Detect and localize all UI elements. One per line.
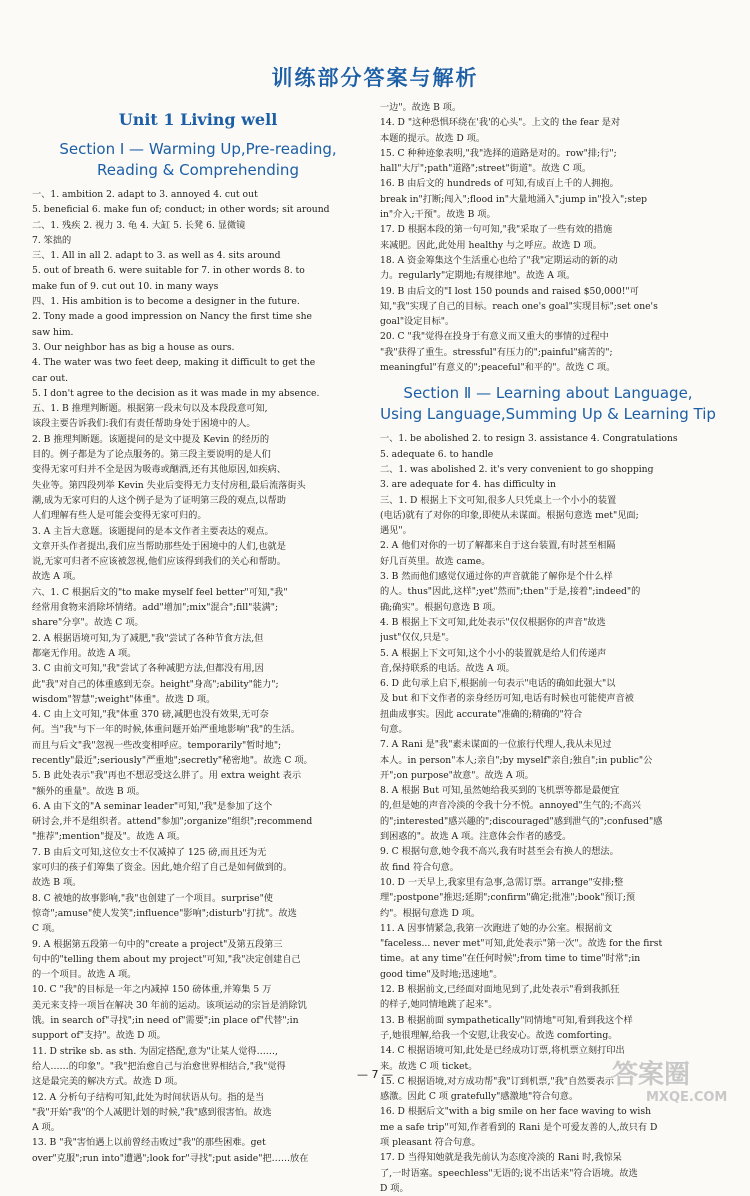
answer-line: 5. out of breath 6. were suitable for 7. in other words 8. to: [32, 265, 305, 277]
answer-line: over"克服";run into"遭遇";look for"寻找";put aside"把……放在: [32, 1152, 309, 1164]
answer-line: 开";on purpose"故意"。故选 A 项。: [380, 769, 534, 781]
answer-line: 该段主要告诉我们:我们有责任帮助身处于困境中的人。: [32, 418, 256, 430]
answer-line: 18. A 资金筹集这个生活重心也给了"我"定期运动的新的动: [380, 254, 618, 266]
answer-line: recently"最近";seriously"严重地";secretly"秘密地"。故选 C 项。: [32, 754, 313, 766]
answer-line: 句中的"telling them about my project"可知,"我"决定创建自己: [32, 953, 301, 965]
answer-line: "我"获得了重生。stressful"有压力的";painful"痛苦的";: [380, 346, 613, 358]
answer-line: 5. I don't agree to the decision as it was made in my absence.: [32, 387, 320, 399]
answer-line: 16. B 由后文的 hundreds of 可知,有成百上千的人拥抱。: [380, 178, 619, 190]
answer-line: 一、1. ambition 2. adapt to 3. annoyed 4. cut out: [32, 189, 258, 200]
section-2-title-line: Using Language,Summing Up & Learning Tip: [380, 405, 716, 424]
answer-line: 了,一时语塞。speechless"无语的;说不出话来"符合语境。故选: [380, 1167, 638, 1179]
answer-line: 二、1. was abolished 2. it's very convenient to go shopping: [380, 463, 654, 475]
answer-line: 13. B 根据前面 sympathetically"同情地"可知,看到我这个样: [380, 1014, 633, 1026]
answer-line: 给人……的印象"。"我"把治愈自己与治愈世界相结合,"我"觉得: [32, 1060, 286, 1072]
answer-line: C 项。: [32, 923, 61, 935]
answer-line: 一、1. be abolished 2. to resign 3. assistance 4. Congratulations: [380, 433, 678, 445]
answer-line: 理";postpone"推迟;延期";confirm"确定;批准";book"预订;预: [380, 892, 636, 904]
answer-line: 来。故选 C 项 ticket。: [380, 1060, 478, 1072]
answer-line: 10. C "我"的目标是一年之内减掉 150 磅体重,并筹集 5 万: [32, 984, 272, 996]
answer-line: 惊奇";amuse"使人发笑";influence"影响";disturb"打扰"。故选: [32, 907, 297, 919]
answer-line: 三、1. D 根据上下文可知,很多人只凭桌上一个小小的装置: [380, 494, 617, 506]
answer-line: 12. A 分析句子结构可知,此处为时间状语从句。指的是当: [32, 1091, 265, 1103]
answer-line: 经常用食物来消除坏情绪。add"增加";mix"混合";fill"装满";: [32, 602, 279, 614]
answer-line: 20. C "我"觉得在投身于有意义而又重大的事情的过程中: [380, 331, 609, 343]
answer-line: "我"开始"我"的个人减肥计划的时候,"我"感到很害怕。故选: [32, 1106, 272, 1118]
answer-line: in"介入;干预"。故选 B 项。: [380, 209, 496, 221]
answer-line: 的样子,她同情地跳了起来"。: [380, 999, 498, 1011]
page-title: 训练部分答案与解析: [271, 66, 479, 90]
answer-line: 的人。thus"因此,这样";yet"然而";then"于是,接着";indeed"的: [380, 586, 641, 598]
answer-line: saw him.: [32, 326, 74, 338]
answer-line: 3. C 由前文可知,"我"尝试了各种减肥方法,但都没有用,因: [32, 663, 264, 675]
answer-line: 10. D 一天早上,我家里有急事,急需订票。arrange"安排;整: [380, 876, 624, 888]
answer-line: 力。regularly"定期地;有规律地"。故选 A 项。: [380, 270, 576, 282]
answer-line: 的一个项目。故选 A 项。: [32, 969, 137, 981]
answer-line: 句意。: [380, 723, 408, 735]
answer-line: 到困惑的"。故选 A 项。注意体会作者的感受。: [380, 831, 572, 843]
right-column: [380, 100, 716, 1196]
unit-title: Unit 1 Living well: [118, 110, 278, 129]
answer-line: 文章开头作者提出,我们应当帮助那些处于困境中的人们,也就是: [32, 540, 286, 552]
answer-line: 3. are adequate for 4. has difficulty in: [380, 479, 556, 491]
answer-line: 14. D "这种恐惧环绕在'我'的心头"。上文的 the fear 是对: [380, 117, 621, 129]
answer-line: 7. 笨拙的: [32, 234, 72, 246]
answer-line: 扭曲成事实。因此 accurate"准确的;精确的"符合: [380, 708, 583, 720]
answer-line: 12. B 根据前文,已经面对面地见到了,此处表示"看到我抓狂: [380, 984, 620, 996]
answer-line: 5. B 此处表示"我"再也不想忍受这么胖了。用 extra weight 表示: [32, 770, 302, 782]
page-number: — 7 —: [357, 1068, 393, 1081]
answer-line: 3. B 然而他们感觉仅通过你的声音就能了解你是个什么样: [380, 571, 613, 583]
watermark-domain: MXQE.COM: [646, 1090, 728, 1105]
answer-line: 5. A 根据上下文可知,这个小小的装置就是给人们传递声: [380, 647, 607, 659]
answer-line: 遇见"。: [380, 525, 412, 537]
answer-line: meaningful"有意义的";peaceful"和平的"。故选 C 项。: [380, 362, 616, 374]
answer-line: 何。当"我"与下一年的时候,体重问题开始严重地影响"我"的生活。: [32, 724, 300, 736]
answer-line: 15. C 根据语境,对方成功帮"我"订到机票,"我"自然要表示: [380, 1075, 614, 1087]
answer-line: 来减肥。因此,此处用 healthy 与之呼应。故选 D 项。: [380, 239, 602, 251]
answer-line: 子,她很理解,给我一个安慰,让我安心。故选 comforting。: [380, 1029, 618, 1041]
answer-line: 六、1. C 根据后文的"to make myself feel better"可知,"我": [32, 586, 288, 598]
answer-line: "faceless... never met"可知,此处表示"第一次"。故选 for the first: [380, 938, 663, 950]
answer-line: A 项。: [32, 1122, 60, 1134]
answer-line: 确;确实"。根据句意选 B 项。: [380, 601, 501, 613]
answer-line: 研讨会,并不是组织者。attend"参加";organize"组织";recommend: [32, 816, 313, 828]
answer-line: 本人。in person"本人;亲自";by myself"亲自;独自";in public"公: [380, 754, 653, 766]
left-answers: [32, 187, 364, 1166]
answer-line: 三、1. All in all 2. adapt to 3. as well as 4. sits around: [32, 250, 281, 262]
answer-line: 好几百英里。故选 came。: [380, 555, 491, 567]
answer-line: 家可归的孩子们筹集了资金。因此,她介绍了自己是如何做到的。: [32, 862, 293, 874]
answer-line: 9. A 根据第五段第一句中的"create a project"及第五段第三: [32, 938, 283, 950]
answer-line: "额外的重量"。故选 B 项。: [32, 785, 145, 797]
section-1-title-line: Section Ⅰ — Warming Up,Pre-reading,: [59, 140, 337, 158]
answer-line: 5. adequate 6. to handle: [380, 448, 494, 460]
answer-line: 15. C 种种迹象表明,"我"选择的道路是对的。row"排;行";: [380, 147, 617, 159]
answer-line: break in"打断;闯入";flood in"大量地涌入";jump in"投入";step: [380, 193, 648, 205]
answer-line: 2. A 根据语境可知,为了减肥,"我"尝试了各种节食方法,但: [32, 632, 264, 644]
section-1-title: [32, 139, 364, 181]
answer-line: share"分享"。故选 C 项。: [32, 617, 144, 629]
answer-line: 这是最完美的解决方式。故选 D 项。: [32, 1076, 184, 1088]
answer-line: 4. C 由上文可知,"我"体重 370 磅,减肥也没有效果,无可奈: [32, 709, 269, 721]
answer-line: good time"及时地;迅速地"。: [380, 968, 503, 980]
answer-line: 3. Our neighbor has as big a house as ours.: [32, 341, 235, 353]
answer-line: 知,"我"实现了自己的目标。reach one's goal"实现目标";set one's: [380, 300, 658, 312]
answer-line: 变得无家可归并不全是因为吸毒或酗酒,还有其他原因,如疾病、: [32, 464, 286, 476]
answer-line: 目的。例子都是为了论点服务的。第三段主要说明的是人们: [32, 449, 271, 461]
answer-line: 项 pleasant 符合句意。: [380, 1137, 481, 1148]
answer-line: car out.: [32, 372, 68, 384]
answer-line: 17. D 当得知她就是我先前认为态度冷淡的 Rani 时,我惊呆: [380, 1152, 622, 1164]
section-1-title-line: Reading & Comprehending: [97, 161, 299, 179]
answer-line: 13. B "我"害怕遇上以前曾经击败过"我"的那些困难。get: [32, 1137, 266, 1149]
answer-line: goal"设定目标"。: [380, 316, 455, 328]
answer-line: 潮,成为无家可归的人这个例子是为了证明第三段的观点,以帮助: [32, 494, 286, 506]
answer-line: time。at any time"在任何时候";from time to time"时常";in: [380, 953, 641, 965]
answer-line: 故选 A 项。: [32, 571, 82, 583]
answer-line: 感激。因此 C 项 gratefully"感激地"符合句意。: [380, 1091, 579, 1103]
answer-line: 5. beneficial 6. make fun of; conduct; in other words; sit around: [32, 204, 330, 216]
answer-line: make fun of 9. cut out 10. in many ways: [32, 280, 219, 292]
answer-line: 都毫无作用。故选 A 项。: [32, 647, 137, 659]
left-column: [32, 104, 364, 1166]
answer-line: 4. The water was two feet deep, making it difficult to get the: [32, 357, 316, 369]
answer-line: 四、1. His ambition is to become a designer in the future.: [32, 296, 300, 308]
answer-line: "推荐";mention"提及"。故选 A 项。: [32, 831, 186, 843]
answer-line: 11. D strike sb. as sth. 为固定搭配,意为"让某人觉得……,: [32, 1045, 278, 1057]
answer-line: 的,但是她的声音冷淡的令我十分不悦。annoyed"生气的;不高兴: [380, 800, 641, 812]
answer-line: just"仅仅,只是"。: [380, 632, 455, 644]
answer-line: 17. D 根据本段的第一句可知,"我"采取了一些有效的措施: [380, 224, 613, 236]
section-2-title: [380, 383, 716, 425]
answer-line: hall"大厅";path"道路";street"街道"。故选 C 项。: [380, 163, 592, 175]
answer-line: 6. A 由下文的"A seminar leader"可知,"我"是参加了这个: [32, 800, 273, 812]
answer-line: 14. C 根据语境可知,此处是已经成功订票,将机票立刻打印出: [380, 1045, 625, 1057]
answer-line: 19. B 由后文的"I lost 150 pounds and raised $50,000!"可: [380, 285, 639, 297]
right-answers-top: [380, 100, 716, 375]
answer-line: 二、1. 残疾 2. 视力 3. 龟 4. 大缸 5. 长凳 6. 显微镜: [32, 219, 246, 231]
answer-line: 4. B 根据上下文可知,此处表示"仅仅根据你的声音"故选: [380, 616, 606, 628]
answer-line: 故 find 符合句意。: [380, 861, 459, 873]
answer-line: 约"。根据句意选 D 项。: [380, 907, 481, 919]
answer-line: 3. A 主旨大意题。该题提问的是本文作者主要表达的观点。: [32, 525, 274, 537]
answer-line: 7. B 由后文可知,这位女士不仅减掉了 125 磅,而且还为无: [32, 846, 267, 858]
answer-line: (电话)就有了对你的印象,即使从未谋面。根据句意选 met"见面;: [380, 509, 639, 521]
answer-line: 音,保持联系的电话。故选 A 项。: [380, 662, 515, 674]
answer-line: 故选 B 项。: [32, 877, 82, 889]
answer-line: 五、1. B 推理判断题。根据第一段末句以及本段段意可知,: [32, 403, 268, 415]
answer-line: 2. A 他们对你的一切了解都来自于这台装置,有时甚至相隔: [380, 540, 616, 552]
answer-line: 9. C 根据句意,她令我不高兴,我有时甚至会有换人的想法。: [380, 846, 619, 858]
answer-line: 16. D 根据后文"with a big smile on her face waving to wish: [380, 1106, 651, 1118]
answer-line: 8. A 根据 But 可知,虽然她给我买到的飞机票等都是最便宜: [380, 785, 620, 797]
answer-line: 8. C 被她的故事影响,"我"也创建了一个项目。surprise"使: [32, 892, 273, 904]
answer-line: 11. A 因事情紧急,我第一次跑进了她的办公室。根据前文: [380, 922, 613, 934]
answer-line: 及 but 和下文作者的亲身经历可知,电话有时候也可能使声音被: [380, 693, 634, 705]
answer-line: 2. Tony made a good impression on Nancy the first time she: [32, 311, 312, 323]
answer-line: 而且与后文"我"忽视一些改变相呼应。temporarily"暂时地";: [32, 739, 282, 751]
answer-line: 饿。in search of"寻找";in need of"需要";in place of"代替";in: [32, 1015, 299, 1027]
answer-line: 2. B 推理判断题。该题提问的是文中提及 Kevin 的经历的: [32, 433, 270, 445]
answer-line: 说,无家可归者不应该被忽视,他们应该得到我们的关心和帮助。: [32, 556, 286, 568]
watermark: 答案圈: [612, 1060, 691, 1090]
answer-line: wisdom"智慧";weight"体重"。故选 D 项。: [32, 693, 216, 705]
answer-line: 本题的提示。故选 D 项。: [380, 132, 486, 144]
answer-line: 一边"。故选 B 项。: [380, 102, 462, 113]
answer-line: me a safe trip"可知,作者看到的 Rani 是个可爱友善的人,故只有 D: [380, 1121, 658, 1133]
answer-line: 7. A Rani 是"我"素未谋面的一位旅行代理人,我从未见过: [380, 739, 612, 751]
answer-line: 人们理解有些人是可能会变得无家可归的。: [32, 510, 207, 522]
answer-line: 的";interested"感兴趣的";discouraged"感到泄气的";confused"感: [380, 815, 663, 827]
answer-line: D 项。: [380, 1182, 409, 1194]
answer-line: 失业等。第四段列举 Kevin 失业后变得无力支付房租,最后流落街头: [32, 479, 306, 491]
answer-line: 6. D 此句承上启下,根据前一句表示"电话的确如此强大"以: [380, 678, 616, 690]
answer-line: 此"我"对自己的体重感到无奈。height"身高";ability"能力";: [32, 678, 279, 690]
section-2-title-line: Section Ⅱ — Learning about Language,: [403, 384, 693, 403]
answer-line: support of"支持"。故选 D 项。: [32, 1030, 166, 1042]
answer-line: 美元来支持一项旨在解决 30 年前的运动。该项运动的宗旨是消除饥: [32, 999, 307, 1011]
